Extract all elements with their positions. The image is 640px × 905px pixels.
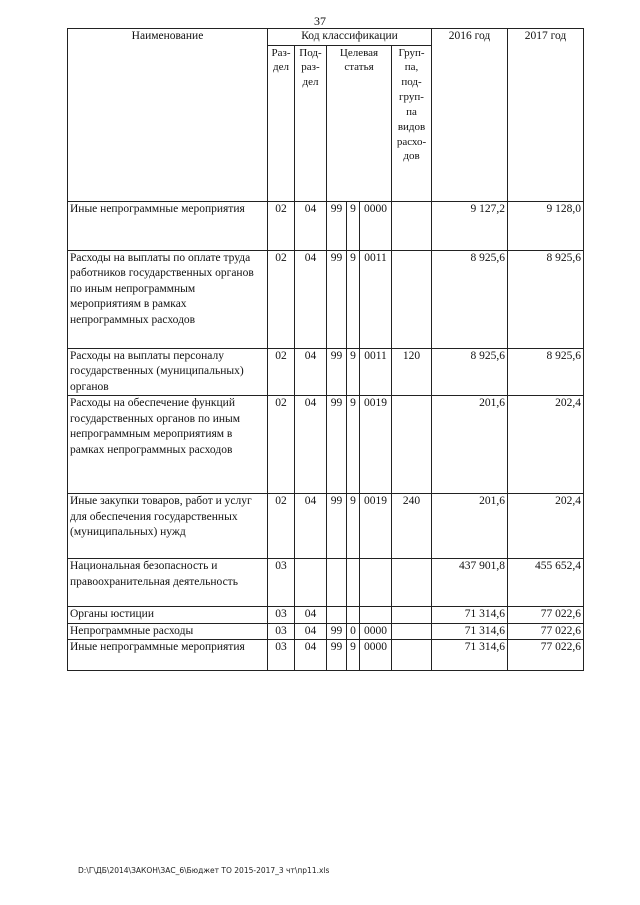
- row-amount-2016: 71 314,6: [432, 640, 508, 671]
- row-target-code-3: 0000: [360, 201, 392, 250]
- row-subsection: 04: [295, 396, 327, 494]
- header-name: Наименование: [68, 29, 268, 202]
- row-name: Расходы на выплаты по оплате труда работников государственных органов по иным непрограммным мероприятиям в рамках непрограммных расходов: [68, 250, 268, 348]
- row-subsection: 04: [295, 640, 327, 671]
- row-amount-2017: 8 925,6: [508, 348, 584, 396]
- row-amount-2017: 77 022,6: [508, 607, 584, 624]
- row-section: 02: [268, 201, 295, 250]
- row-expense-group: 240: [392, 494, 432, 559]
- row-amount-2017: 8 925,6: [508, 250, 584, 348]
- table-row: [68, 640, 584, 671]
- row-target-code-1: [327, 559, 347, 607]
- row-subsection: 04: [295, 607, 327, 624]
- row-target-code-2: 9: [347, 250, 360, 348]
- row-target-code-1: 99: [327, 623, 347, 640]
- row-target-code-1: 99: [327, 201, 347, 250]
- header-code-group: Код классификации: [268, 29, 432, 46]
- row-target-code-1: 99: [327, 640, 347, 671]
- row-target-code-3: [360, 559, 392, 607]
- row-amount-2016: 201,6: [432, 494, 508, 559]
- row-target-code-3: 0000: [360, 640, 392, 671]
- row-expense-group: 120: [392, 348, 432, 396]
- row-target-code-2: 9: [347, 396, 360, 494]
- row-target-code-3: [360, 607, 392, 624]
- row-target-code-2: 9: [347, 494, 360, 559]
- row-amount-2016: 71 314,6: [432, 607, 508, 624]
- row-amount-2017: 202,4: [508, 396, 584, 494]
- row-section: 03: [268, 607, 295, 624]
- header-subsection: Под- раз- дел: [295, 45, 327, 201]
- row-name: Иные непрограммные мероприятия: [68, 640, 268, 671]
- row-subsection: 04: [295, 494, 327, 559]
- row-amount-2016: 8 925,6: [432, 348, 508, 396]
- row-amount-2017: 455 652,4: [508, 559, 584, 607]
- row-target-code-2: [347, 559, 360, 607]
- row-name: Расходы на выплаты персоналу государственных (муниципальных) органов: [68, 348, 268, 396]
- row-expense-group: [392, 623, 432, 640]
- row-section: 03: [268, 640, 295, 671]
- row-target-code-3: 0011: [360, 348, 392, 396]
- row-name: Непрограммные расходы: [68, 623, 268, 640]
- row-amount-2016: 71 314,6: [432, 623, 508, 640]
- header-target-article: Целевая статья: [327, 45, 392, 201]
- row-target-code-1: 99: [327, 396, 347, 494]
- row-amount-2017: 77 022,6: [508, 623, 584, 640]
- row-subsection: [295, 559, 327, 607]
- row-expense-group: [392, 559, 432, 607]
- header-year-2017: 2017 год: [508, 29, 584, 202]
- header-section: Раз- дел: [268, 45, 295, 201]
- row-target-code-1: 99: [327, 348, 347, 396]
- row-amount-2016: 437 901,8: [432, 559, 508, 607]
- row-name: Органы юстиции: [68, 607, 268, 624]
- row-expense-group: [392, 640, 432, 671]
- row-name: Национальная безопасность и правоохранительная деятельность: [68, 559, 268, 607]
- table-row: [68, 250, 584, 348]
- row-target-code-3: 0000: [360, 623, 392, 640]
- row-section: 02: [268, 250, 295, 348]
- row-amount-2016: 201,6: [432, 396, 508, 494]
- page-number: 37: [314, 14, 326, 28]
- row-name: Иные закупки товаров, работ и услуг для обеспечения государственных (муниципальных) нужд: [68, 494, 268, 559]
- row-expense-group: [392, 201, 432, 250]
- table-row: [68, 396, 584, 494]
- table-row: [68, 623, 584, 640]
- row-target-code-1: 99: [327, 250, 347, 348]
- table-row: [68, 607, 584, 624]
- table-row: [68, 201, 584, 250]
- table-row: [68, 348, 584, 396]
- row-amount-2017: 202,4: [508, 494, 584, 559]
- row-subsection: 04: [295, 623, 327, 640]
- row-subsection: 04: [295, 201, 327, 250]
- row-section: 03: [268, 623, 295, 640]
- row-target-code-2: 0: [347, 623, 360, 640]
- table-body: [68, 201, 584, 671]
- file-path-footer: D:\Г\ДБ\2014\ЗАКОН\ЗАС_6\Бюджет ТО 2015-2017_3 чт\пр11.xls: [78, 866, 330, 875]
- row-target-code-2: [347, 607, 360, 624]
- table-row: [68, 559, 584, 607]
- row-target-code-1: 99: [327, 494, 347, 559]
- row-target-code-2: 9: [347, 348, 360, 396]
- row-target-code-1: [327, 607, 347, 624]
- budget-table: [67, 28, 584, 671]
- row-expense-group: [392, 607, 432, 624]
- row-amount-2016: 8 925,6: [432, 250, 508, 348]
- row-section: 03: [268, 559, 295, 607]
- row-section: 02: [268, 494, 295, 559]
- row-target-code-2: 9: [347, 640, 360, 671]
- row-amount-2017: 77 022,6: [508, 640, 584, 671]
- header-expense-group: Груп- па, под- груп- па видов расхо- дов: [392, 45, 432, 201]
- row-section: 02: [268, 396, 295, 494]
- row-target-code-2: 9: [347, 201, 360, 250]
- row-subsection: 04: [295, 348, 327, 396]
- table-row: [68, 494, 584, 559]
- row-amount-2016: 9 127,2: [432, 201, 508, 250]
- row-target-code-3: 0011: [360, 250, 392, 348]
- row-name: Иные непрограммные мероприятия: [68, 201, 268, 250]
- row-target-code-3: 0019: [360, 494, 392, 559]
- row-amount-2017: 9 128,0: [508, 201, 584, 250]
- row-target-code-3: 0019: [360, 396, 392, 494]
- header-year-2016: 2016 год: [432, 29, 508, 202]
- row-subsection: 04: [295, 250, 327, 348]
- row-expense-group: [392, 250, 432, 348]
- row-section: 02: [268, 348, 295, 396]
- row-name: Расходы на обеспечение функций государственных органов по иным непрограммным мероприятиям в рамках непрограммных расходов: [68, 396, 268, 494]
- row-expense-group: [392, 396, 432, 494]
